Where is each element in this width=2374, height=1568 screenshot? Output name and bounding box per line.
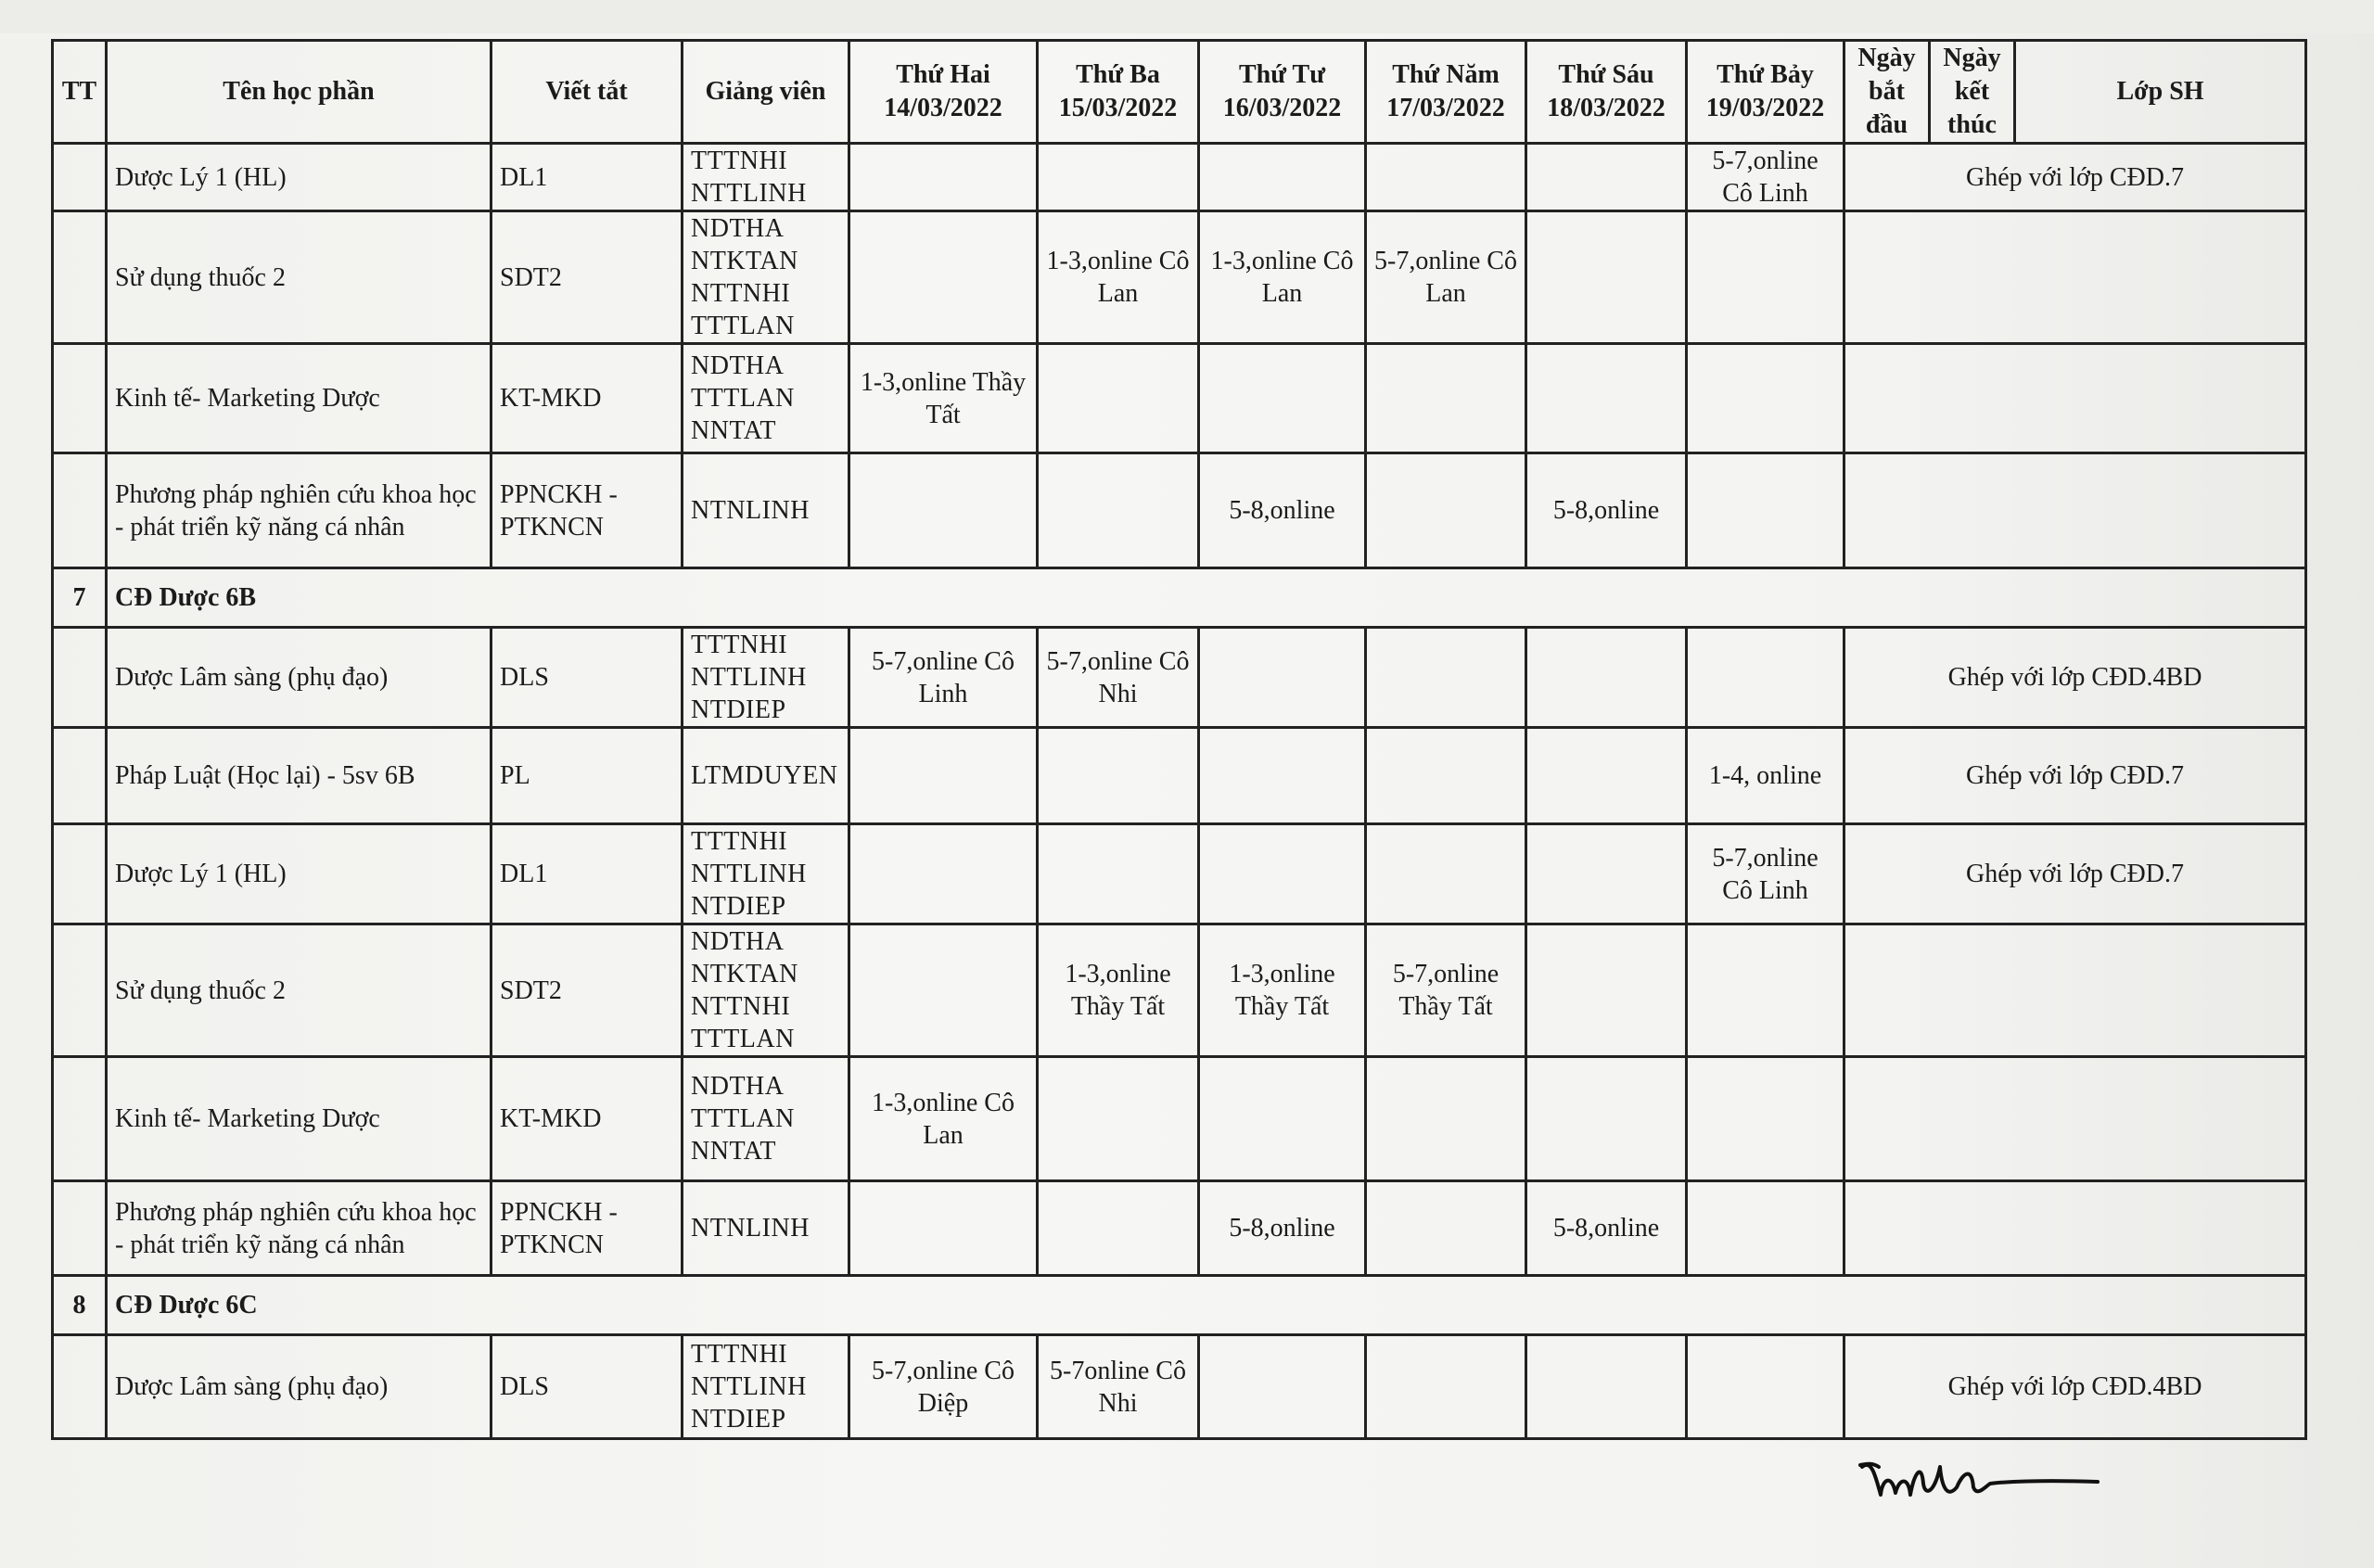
class-note: Ghép với lớp CĐD.7: [1844, 824, 2306, 924]
lecturer-code: LTMDUYEN: [691, 761, 838, 790]
course-abbreviation: PL: [491, 728, 683, 824]
lecturer-list: [683, 824, 849, 924]
lecturer-list: [683, 728, 849, 824]
course-name: Sử dụng thuốc 2: [107, 924, 491, 1057]
class-section-row: [53, 1276, 2306, 1335]
lecturer-code: NTTLINH: [691, 860, 807, 888]
schedule-cell: [1038, 453, 1199, 568]
course-abbreviation: PPNCKH - PTKNCN: [491, 1181, 683, 1276]
schedule-cell: [1526, 344, 1687, 453]
schedule-cell: [1199, 1335, 1366, 1439]
course-name: Dược Lý 1 (HL): [107, 144, 491, 211]
schedule-cell: [1526, 211, 1687, 344]
schedule-cell: [1366, 824, 1526, 924]
schedule-cell: [1687, 211, 1844, 344]
lecturer-code: NNTAT: [691, 416, 777, 445]
course-row: [53, 211, 2306, 344]
lecturer-code: NTTLINH: [691, 1372, 807, 1401]
row-number-cell: [53, 144, 107, 211]
lecturer-code: TTTLAN: [691, 1025, 795, 1053]
schedule-cell: [1526, 924, 1687, 1057]
course-row: [53, 628, 2306, 728]
course-abbreviation: DL1: [491, 144, 683, 211]
schedule-cell: [1199, 824, 1366, 924]
schedule-cell: [1366, 344, 1526, 453]
course-name: Phương pháp nghiên cứu khoa học - phát triển kỹ năng cá nhân: [107, 1181, 491, 1276]
schedule-cell: [1526, 628, 1687, 728]
col-day: Thứ Bảy 19/03/2022: [1687, 41, 1844, 144]
course-abbreviation: DLS: [491, 628, 683, 728]
row-number-cell: [53, 628, 107, 728]
course-row: [53, 728, 2306, 824]
schedule-cell: 5-7,online Cô Nhi: [1038, 628, 1199, 728]
lecturer-code: NDTHA: [691, 214, 785, 243]
schedule-cell: [1366, 1181, 1526, 1276]
schedule-cell: [1199, 344, 1366, 453]
course-name: Dược Lâm sàng (phụ đạo): [107, 628, 491, 728]
schedule-cell: 1-3,online Cô Lan: [849, 1057, 1038, 1181]
lecturer-list: [683, 453, 849, 568]
schedule-cell: [1366, 453, 1526, 568]
course-row: [53, 824, 2306, 924]
class-note: [1844, 344, 2306, 453]
course-abbreviation: DL1: [491, 824, 683, 924]
lecturer-code: TTTLAN: [691, 312, 795, 340]
schedule-cell: [1526, 728, 1687, 824]
course-abbreviation: KT-MKD: [491, 1057, 683, 1181]
schedule-cell: [1366, 628, 1526, 728]
course-name: Pháp Luật (Học lại) - 5sv 6B: [107, 728, 491, 824]
col-day: Thứ Tư 16/03/2022: [1199, 41, 1366, 144]
row-number-cell: [53, 1181, 107, 1276]
lecturer-code: NTTLINH: [691, 179, 807, 208]
schedule-cell: 1-3,online Thầy Tất: [1199, 924, 1366, 1057]
course-abbreviation: KT-MKD: [491, 344, 683, 453]
course-row: [53, 924, 2306, 1057]
col-day: Thứ Năm 17/03/2022: [1366, 41, 1526, 144]
schedule-cell: [1526, 1057, 1687, 1181]
class-note: [1844, 1181, 2306, 1276]
class-note: Ghép với lớp CĐD.4BD: [1844, 1335, 2306, 1439]
schedule-cell: [1366, 144, 1526, 211]
course-abbreviation: SDT2: [491, 211, 683, 344]
lecturer-code: NTTNHI: [691, 279, 791, 308]
schedule-cell: [1687, 453, 1844, 568]
class-note: [1844, 453, 2306, 568]
schedule-cell: [849, 144, 1038, 211]
schedule-cell: [1526, 144, 1687, 211]
row-number-cell: [53, 344, 107, 453]
schedule-cell: 1-3,online Thầy Tất: [849, 344, 1038, 453]
schedule-cell: 5-7,online Cô Lan: [1366, 211, 1526, 344]
lecturer-code: NDTHA: [691, 927, 785, 956]
schedule-cell: [849, 211, 1038, 344]
lecturer-code: TTTNHI: [691, 827, 788, 856]
row-number-cell: [53, 1335, 107, 1439]
scan-edge: [0, 0, 2374, 33]
lecturer-code: NTNLINH: [691, 1214, 810, 1243]
col-tt: TT: [53, 41, 107, 144]
schedule-cell: 5-8,online: [1199, 1181, 1366, 1276]
col-end-date: Ngày kết thúc: [1930, 41, 2015, 144]
schedule-cell: [1687, 344, 1844, 453]
schedule-cell: 1-4, online: [1687, 728, 1844, 824]
schedule-cell: [849, 453, 1038, 568]
schedule-cell: [1199, 628, 1366, 728]
schedule-cell: 1-3,online Thầy Tất: [1038, 924, 1199, 1057]
schedule-cell: [849, 924, 1038, 1057]
row-number-cell: [53, 924, 107, 1057]
class-section-row: [53, 568, 2306, 628]
lecturer-code: TTTLAN: [691, 384, 795, 413]
schedule-cell: 5-7online Cô Nhi: [1038, 1335, 1199, 1439]
lecturer-list: [683, 1335, 849, 1439]
lecturer-code: NTKTAN: [691, 960, 798, 988]
row-number-cell: [53, 1057, 107, 1181]
schedule-cell: 5-7,online Cô Linh: [1687, 824, 1844, 924]
course-row: [53, 1057, 2306, 1181]
col-lecturer: Giảng viên: [683, 41, 849, 144]
course-abbreviation: SDT2: [491, 924, 683, 1057]
section-number: 8: [53, 1276, 107, 1335]
col-abbr: Viết tắt: [491, 41, 683, 144]
schedule-cell: 5-7,online Cô Linh: [849, 628, 1038, 728]
lecturer-code: TTTNHI: [691, 147, 788, 175]
col-class-sh: Lớp SH: [2015, 41, 2306, 144]
schedule-cell: 5-8,online: [1526, 453, 1687, 568]
lecturer-code: NTTNHI: [691, 992, 791, 1021]
schedule-cell: [849, 1181, 1038, 1276]
schedule-cell: [1687, 1181, 1844, 1276]
class-note: [1844, 1057, 2306, 1181]
schedule-cell: 5-7,online Cô Diệp: [849, 1335, 1038, 1439]
class-note: Ghép với lớp CĐD.7: [1844, 144, 2306, 211]
schedule-cell: [1199, 1057, 1366, 1181]
col-day: Thứ Hai 14/03/2022: [849, 41, 1038, 144]
course-abbreviation: DLS: [491, 1335, 683, 1439]
course-row: [53, 453, 2306, 568]
schedule-cell: [1366, 1335, 1526, 1439]
section-number: 7: [53, 568, 107, 628]
lecturer-code: NDTHA: [691, 351, 785, 380]
schedule-cell: [1687, 628, 1844, 728]
lecturer-code: TTTLAN: [691, 1104, 795, 1133]
lecturer-code: NDTHA: [691, 1072, 785, 1101]
schedule-cell: [1526, 1335, 1687, 1439]
schedule-cell: [849, 728, 1038, 824]
class-note: Ghép với lớp CĐD.4BD: [1844, 628, 2306, 728]
course-name: Phương pháp nghiên cứu khoa học - phát triển kỹ năng cá nhân: [107, 453, 491, 568]
schedule-cell: [1526, 824, 1687, 924]
schedule-cell: 1-3,online Cô Lan: [1199, 211, 1366, 344]
course-row: [53, 1335, 2306, 1439]
course-name: Kinh tế- Marketing Dược: [107, 1057, 491, 1181]
schedule-cell: [1038, 144, 1199, 211]
course-row: [53, 344, 2306, 453]
schedule-cell: [1687, 924, 1844, 1057]
lecturer-code: TTTNHI: [691, 1340, 788, 1369]
schedule-cell: [1687, 1335, 1844, 1439]
course-name: Dược Lý 1 (HL): [107, 824, 491, 924]
signature-image: [1855, 1447, 2105, 1521]
header-row: [53, 41, 2306, 144]
col-course: Tên học phần: [107, 41, 491, 144]
course-name: Sử dụng thuốc 2: [107, 211, 491, 344]
course-abbreviation: PPNCKH - PTKNCN: [491, 453, 683, 568]
lecturer-code: NTKTAN: [691, 247, 798, 275]
schedule-cell: [1199, 144, 1366, 211]
lecturer-code: TTTNHI: [691, 631, 788, 659]
class-note: Ghép với lớp CĐD.7: [1844, 728, 2306, 824]
col-day: Thứ Ba 15/03/2022: [1038, 41, 1199, 144]
course-row: [53, 1181, 2306, 1276]
row-number-cell: [53, 211, 107, 344]
course-row: [53, 144, 2306, 211]
row-number-cell: [53, 824, 107, 924]
section-title: CĐ Dược 6C: [107, 1276, 2306, 1335]
section-title: CĐ Dược 6B: [107, 568, 2306, 628]
schedule-cell: 5-7,online Cô Linh: [1687, 144, 1844, 211]
schedule-cell: [1038, 1181, 1199, 1276]
schedule-cell: [1687, 1057, 1844, 1181]
course-name: Kinh tế- Marketing Dược: [107, 344, 491, 453]
schedule-cell: [1038, 728, 1199, 824]
schedule-cell: 5-7,online Thầy Tất: [1366, 924, 1526, 1057]
col-day: Thứ Sáu 18/03/2022: [1526, 41, 1687, 144]
schedule-cell: 5-8,online: [1199, 453, 1366, 568]
lecturer-list: [683, 924, 849, 1057]
lecturer-list: [683, 344, 849, 453]
lecturer-list: [683, 144, 849, 211]
schedule-cell: [1038, 824, 1199, 924]
row-number-cell: [53, 453, 107, 568]
class-note: [1844, 924, 2306, 1057]
lecturer-list: [683, 211, 849, 344]
schedule-cell: [1366, 728, 1526, 824]
schedule-cell: [1038, 1057, 1199, 1181]
schedule-cell: [849, 824, 1038, 924]
schedule-cell: [1199, 728, 1366, 824]
schedule-cell: [1038, 344, 1199, 453]
lecturer-code: NTDIEP: [691, 695, 786, 724]
schedule-cell: 1-3,online Cô Lan: [1038, 211, 1199, 344]
lecturer-list: [683, 1057, 849, 1181]
lecturer-list: [683, 1181, 849, 1276]
lecturer-list: [683, 628, 849, 728]
course-name: Dược Lâm sàng (phụ đạo): [107, 1335, 491, 1439]
lecturer-code: NTDIEP: [691, 1405, 786, 1434]
schedule-cell: [1366, 1057, 1526, 1181]
row-number-cell: [53, 728, 107, 824]
lecturer-code: NTTLINH: [691, 663, 807, 692]
lecturer-code: NNTAT: [691, 1137, 777, 1166]
class-note: [1844, 211, 2306, 344]
timetable: [51, 39, 2307, 1440]
lecturer-code: NTDIEP: [691, 892, 786, 921]
schedule-cell: 5-8,online: [1526, 1181, 1687, 1276]
lecturer-code: NTNLINH: [691, 496, 810, 525]
col-start-date: Ngày bắt đầu: [1844, 41, 1930, 144]
